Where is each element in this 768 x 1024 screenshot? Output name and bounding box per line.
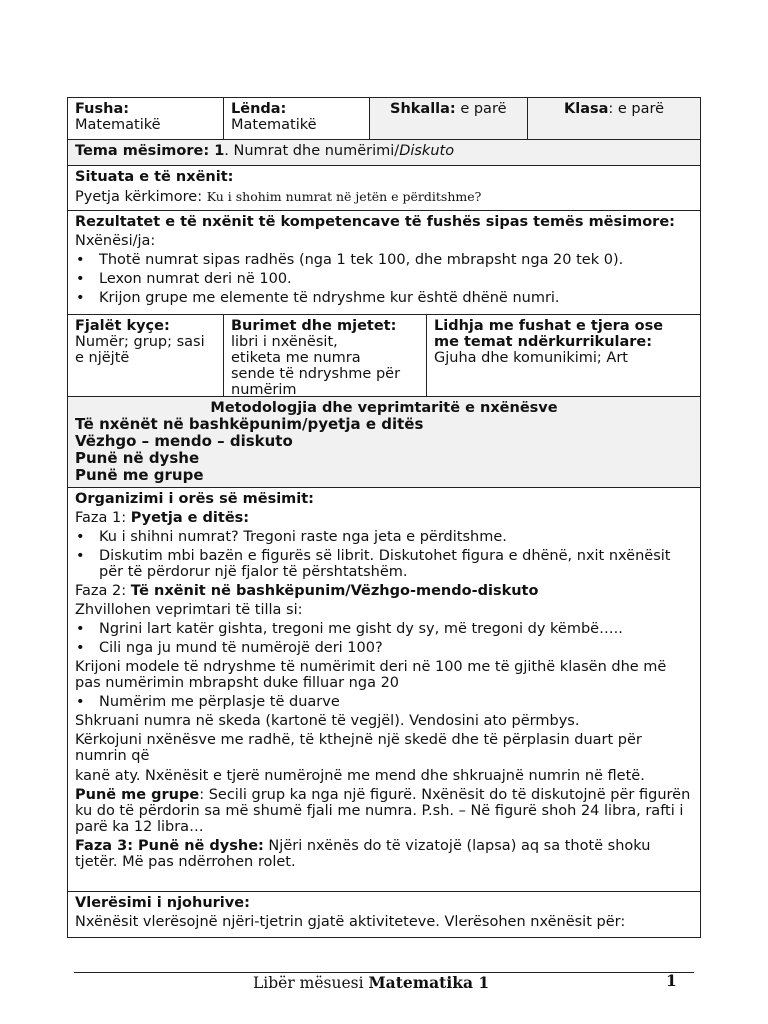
tema-italic: Diskuto (399, 143, 455, 159)
list-item-text: Krijon grupe me elemente të ndryshme kur është dhënë numri. (99, 290, 560, 306)
bullet-icon: • (76, 529, 85, 545)
fjalet-value: Numër; grup; sasi e njëjtë (75, 334, 205, 366)
lenda-cell (224, 98, 370, 139)
burimet-cell (224, 315, 427, 396)
bullet-icon: • (76, 548, 85, 564)
rezultatet-row (68, 211, 700, 315)
shkalla-cell (370, 98, 528, 139)
list-item (75, 621, 693, 637)
lidhja-label: Lidhja me fushat e tjera ose me temat ndërkurrikulare: (434, 318, 664, 350)
paragraph: Krijoni modele të ndryshme të numërimit deri në 100 me të gjithë klasën dhe më pas numërimin mbrapsht duke filluar nga 20 (75, 659, 667, 691)
header-row (68, 98, 700, 140)
metodologjia-line: Të nxënët në bashkëpunim/pyetja e ditës (75, 415, 424, 433)
paragraph: Kërkojuni nxënësve me radhë, të kthejnë një skedë dhe të përplasin duart për numrin që (75, 732, 642, 764)
fjalet-label: Fjalët kyçe: (75, 318, 170, 334)
tema-label: Tema mësimore: (75, 143, 210, 159)
list-item (75, 252, 693, 268)
vleresimi-row (68, 892, 700, 937)
grupe-label: Punë me grupe (75, 787, 200, 803)
list-item (75, 271, 693, 287)
faza2-title: Të nxënit në bashkëpunim/Vëzhgo-mendo-diskuto (130, 583, 539, 599)
fjalet-cell (68, 315, 224, 396)
burimet-line: etiketa me numra (231, 350, 361, 366)
lesson-plan-table (67, 97, 701, 938)
info-row (68, 315, 700, 397)
fusha-cell (68, 98, 224, 139)
burimet-line: libri i nxënësit, (231, 334, 338, 350)
bullet-icon: • (76, 290, 85, 306)
burimet-label: Burimet dhe mjetet: (231, 318, 397, 334)
situata-row (68, 166, 700, 211)
organizimi-row (68, 488, 700, 892)
metodologjia-title: Metodologjia dhe veprimtaritë e nxënësve (210, 400, 558, 416)
vleresimi-text: Nxënësit vlerësojnë njëri-tjetrin gjatë aktiviteteve. Vlerësohen nxënësit për: (75, 914, 626, 930)
footer-title: Matematika 1 (368, 973, 490, 992)
metodologjia-line: Vëzhgo – mendo – diskuto (75, 432, 293, 450)
lidhja-cell (427, 315, 700, 396)
klasa-cell (528, 98, 700, 139)
faza3-label: Faza 3: Punë në dyshe: (75, 838, 264, 854)
tema-text: . Numrat dhe numërimi/ (224, 143, 400, 159)
page-number: 1 (666, 971, 677, 990)
paragraph: Shkruani numra në skeda (kartonë të vegjël). Vendosini ato përmbys. (75, 713, 580, 729)
bullet-icon: • (76, 621, 85, 637)
lenda-value: Matematikë (231, 117, 317, 133)
burimet-line: numërim (231, 382, 297, 398)
lenda-label: Lënda: (231, 101, 287, 117)
bullet-icon: • (76, 252, 85, 268)
fusha-label: Fusha: (75, 101, 130, 117)
rezultatet-intro: Nxënësi/ja: (75, 233, 156, 249)
list-item-text: Numërim me përplasje të duarve (99, 694, 340, 710)
list-item (75, 640, 693, 656)
list-item (75, 548, 693, 580)
list-item-text: Cili nga ju mund të numërojë deri 100? (99, 640, 383, 656)
situata-question: Ku i shohim numrat në jetën e përditshme? (206, 189, 482, 204)
metodologjia-line: Punë në dyshe (75, 449, 200, 467)
list-item-text: Thotë numrat sipas radhës (nga 1 tek 100, dhe mbrapsht nga 20 tek 0). (99, 252, 624, 268)
faza1-title: Pyetja e ditës: (130, 510, 250, 526)
faza3-text: Njëri nxënës do të vizatojë (lapsa) aq sa thotë shoku tjetër. Më pas ndërrohen rolet. (75, 838, 651, 870)
shkalla-value: e parë (455, 101, 507, 117)
list-item-text: Lexon numrat deri në 100. (99, 271, 292, 287)
situata-question-label: Pyetja kërkimore: (75, 189, 207, 205)
klasa-value: : e parë (608, 101, 665, 117)
vleresimi-title: Vlerësimi i njohurive: (75, 895, 250, 911)
tema-number: 1 (209, 143, 225, 159)
grupe-text: : Secili grup ka nga një figurë. Nxënësit do të diskutojnë për figurën ku do të përdorin sa më shumë fjali me numra. P.sh. – Në figurë shoh 24 libra, rafti i parë ka 12 libra… (75, 787, 691, 835)
list-item (75, 694, 693, 710)
burimet-line: sende të ndryshme për (231, 366, 401, 382)
klasa-label: Klasa (564, 101, 609, 117)
list-item (75, 529, 693, 545)
list-item-text: Ku i shihni numrat? Tregoni raste nga jeta e përditshme. (99, 529, 507, 545)
fusha-value: Matematikë (75, 117, 161, 133)
list-item-text: Diskutim mbi bazën e figurës së librit. Diskutohet figura e dhënë, nxit nxënësit për të përdorur një fjalor të përshtatshëm. (99, 548, 671, 580)
paragraph: kanë aty. Nxënësit e tjerë numërojnë me mend dhe shkruajnë numrin në fletë. (75, 768, 645, 784)
tema-row (68, 140, 700, 166)
situata-label: Situata e të nxënit: (75, 169, 234, 185)
footer (253, 973, 489, 992)
organizimi-title: Organizimi i orës së mësimit: (75, 491, 314, 507)
faza2-intro: Zhvillohen veprimtari të tilla si: (75, 602, 303, 618)
list-item (75, 290, 693, 306)
footer-prefix: Libër mësuesi (253, 974, 369, 992)
lidhja-value: Gjuha dhe komunikimi; Art (434, 350, 628, 366)
bullet-icon: • (76, 694, 85, 710)
faza1-prefix: Faza 1: (75, 510, 131, 526)
bullet-icon: • (76, 640, 85, 656)
bullet-icon: • (76, 271, 85, 287)
metodologjia-row (68, 397, 700, 488)
faza2-prefix: Faza 2: (75, 583, 131, 599)
list-item-text: Ngrini lart katër gishta, tregoni me gisht dy sy, më tregoni dy këmbë….. (99, 621, 623, 637)
shkalla-label: Shkalla: (390, 101, 456, 117)
metodologjia-line: Punë me grupe (75, 466, 204, 484)
rezultatet-title: Rezultatet e të nxënit të kompetencave të fushës sipas temës mësimore: (75, 214, 675, 230)
